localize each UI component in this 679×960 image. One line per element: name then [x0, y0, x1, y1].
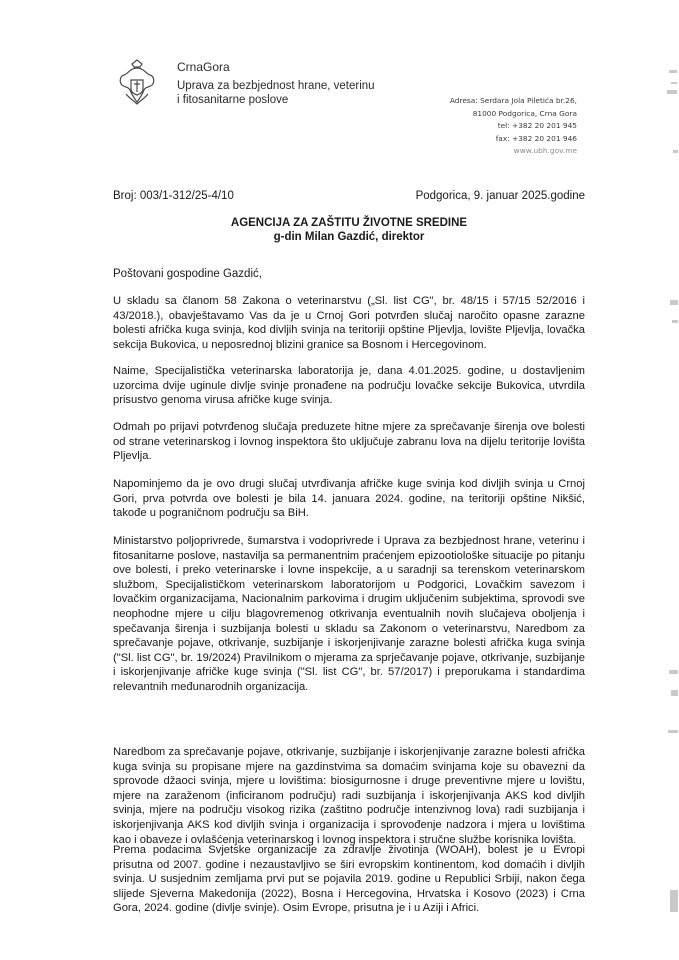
country-name: CrnaGora — [177, 60, 230, 74]
paragraph: Ministarstvo poljoprivrede, šumarstva i vodoprivrede i Uprava za bezbjednost hrane, veterinu i fitosanitarne poslove, nastavilja sa permanentnim praćenjem epizootiološke situacije po pitanju ove bolesti, i preko veterinarske i lovne inspekcije, a u saradnji sa terenskom veterinarskom službom, Specijalističkom veterinarskom laboratorijom u Podgorici, Lovačkim savezom i lovačkim organizacijama, Nacionalnim parkovima i drugim uključenim subjektima, sprovodi sve neophodne mjere u cilju blagovremenog otkrivanja eventualnih novih slučajeva oboljenja i spečavanja širenja i suzbijanja bolesti u skladu sa Zakonom o veterinarstvu, Naredbom za sprečavanje pojave, otkrivanje, suzbijanje i iskorjenjivanje zarazne bolesti afrička kuga svinja ("Sl. list CG", br. 19/2024) Pravilnikom o mjerama za sprječavanje pojave, otkrivanje, suzbijanje i iskorjenjivanje afričke kuge svinja ("Sl. list CG", br. 57/2017) i preporukama i standardima relevantnih međunarodnih organizacija. — [113, 535, 585, 693]
paragraph: Odmah po prijavi potvrđenog slučaja preduzete hitne mjere za sprečavanje širenja ove bolesti od strane veterinarskog i lovnog inspektora što uključuje zabranu lova na dijelu teritorije lovišta Pljevlja. — [113, 421, 585, 463]
contact-address — [357, 95, 577, 158]
issuer-name-line2: i fitosanitarne poslove — [177, 94, 289, 106]
paragraph: U skladu sa članom 58 Zakona o veterinarstvu („Sl. list CG", br. 48/15 i 57/15 52/2016 i 43/2018.), obavještavamo Vas da je u Crnoj Gori potvrđen slučaj naročito opasne zarazne bolesti afrička kuga svinja, kod divljih svinja na teritoriji opštine Pljevlja, lovište Pljevlja, lovačka sekcija Bukovica, u neposrednoj blizini granice sa Bosnom i Hercegovinom. — [113, 295, 585, 351]
paragraph: Naredbom za sprečavanje pojave, otkrivanje, suzbijanje i iskorjenjivanje zarazne bolesti afrička kuga svinja su propisane mjere na gazdinstvima sa domaćim svinjama koje su obavezni da sprovode džaoci svinja, mjere u lovištima: biosigurnosne i druge preventivne mjere u lovištu, mjere na zaraženom (inficiranom području) radi suzbijanja i iskorjenjivanja AKS kod divljih svinja, mjere na području visokog rizika (zaštitno područje intenzivnog lova) radi suzbijanja i iskorjenjivanja AKS kod divljih svinja i organizacija i sprovođenje nadzora i mjera u lovištima kao i obaveze i ovlašćenja veterinarskog i lovnog inspektora i stručne službe korisnika lovišta. — [113, 746, 585, 846]
paragraph: Naime, Specijalistička veterinarska laboratorija je, dana 4.01.2025. godine, u dostavljenim uzorcima dvije uginule divlje svinje pronađene na području lovačke sekcije Bukovica, utvrdila prisustvo genoma virusa afričke kuge svinja. — [113, 365, 585, 407]
coat-of-arms-icon — [116, 58, 158, 106]
reference-number: Broj: 003/1-312/25-4/10 — [113, 190, 234, 202]
place-and-date: Podgorica, 9. januar 2025.godine — [415, 190, 585, 202]
scan-edge-artifact — [651, 30, 679, 930]
recipient-agency: AGENCIJA ZA ZAŠTITU ŽIVOTNE SREDINE — [230, 217, 468, 229]
salutation: Poštovani gospodine Gazdić, — [113, 268, 262, 280]
address-street: Adresa: Serdara Jola Piletića br.26, — [449, 96, 577, 105]
paragraph: Napominjemo da je ovo drugi slučaj utvrđivanja afričke kuge svinja kod divljih svinja u Crnoj Gori, prva potvrda ove bolesti je bila 14. januara 2024. godine, na teritoriji opštine Nikšić, takođe u pograničnom području sa BiH. — [113, 478, 585, 520]
recipient-block — [113, 216, 585, 244]
issuer-block — [177, 60, 375, 108]
recipient-person: g-din Milan Gazdić, direktor — [273, 231, 425, 243]
paragraph: Prema podacima Svjetske organizacije za zdravlje životinja (WOAH), bolest je u Evropi prisutna od 2007. godine i nezaustavljivo se širi evropskim kontinentom, kod domaćih i divljih svinja. U susjednim zemljama prvi put se pojavila 2019. godine u Republici Srbiji, nakon čega slijede Sjeverna Makedonija (2022), Bosna i Hercegovina, Hrvatska i Kosovo (2023) i Crna Gora, 2024. godine (divlje svinje). Osim Evrope, prisutna je i u Aziji i Africi. — [113, 844, 585, 915]
issuer-name-line1: Uprava za bezbjednost hrane, veterinu — [177, 79, 375, 92]
address-fax: fax: +382 20 201 946 — [495, 133, 577, 143]
address-web: www.ubh.gov.me — [513, 146, 577, 155]
address-tel: tel: +382 20 201 945 — [497, 121, 577, 130]
address-city: 81000 Podgorica, Crna Gora — [472, 108, 577, 118]
